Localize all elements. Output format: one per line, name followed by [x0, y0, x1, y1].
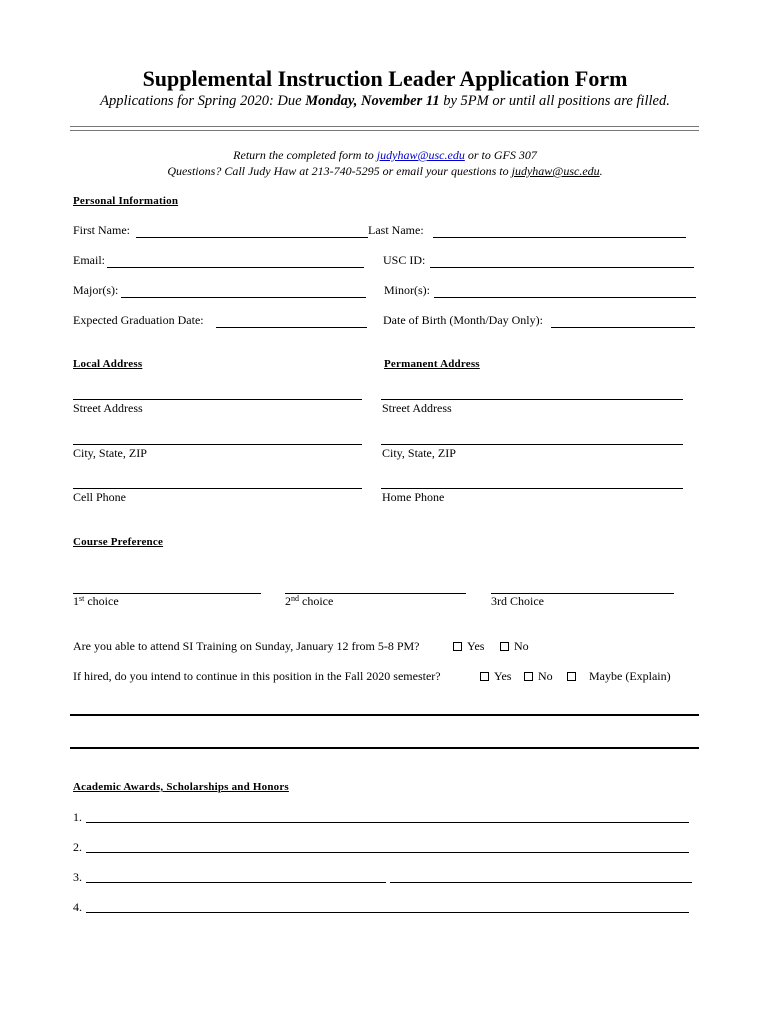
cell-phone-label: Cell Phone [73, 490, 126, 504]
divider-bottom [70, 130, 699, 131]
first-choice-label: 1st choice [73, 594, 119, 608]
award-number-4: 4. [73, 900, 82, 914]
dob-field[interactable] [551, 327, 695, 328]
continue-yes-option[interactable]: Yes [480, 669, 511, 684]
training-yes-option[interactable]: Yes [453, 639, 484, 654]
award-number-3: 3. [73, 870, 82, 884]
explain-line-2[interactable] [70, 747, 699, 749]
page-title: Supplemental Instruction Leader Application Form [142, 66, 628, 91]
local-address-heading: Local Address [73, 358, 143, 370]
return-email-link[interactable]: judyhaw@usc.edu [376, 148, 465, 162]
usc-id-label: USC ID: [383, 253, 426, 267]
permanent-address-heading: Permanent Address [384, 358, 480, 370]
second-choice-label: 2nd choice [285, 594, 334, 608]
major-field[interactable] [121, 297, 366, 298]
awards-heading: Academic Awards, Scholarships and Honors [73, 781, 289, 793]
permanent-street-label: Street Address [382, 401, 452, 415]
questions-email[interactable]: judyhaw@usc.edu [511, 164, 600, 178]
questions-instructions: Questions? Call Judy Haw at 213-740-5295 or email your questions to judyhaw@usc.edu. [167, 164, 603, 178]
usc-id-field[interactable] [430, 267, 694, 268]
subtitle: Applications for Spring 2020: Due Monday, November 11 by 5PM or until all positions are filled. [100, 93, 670, 109]
return-instructions: Return the completed form to judyhaw@usc.edu or to GFS 307 [233, 148, 537, 162]
home-phone-field[interactable] [381, 488, 683, 489]
continue-maybe-option[interactable]: Maybe (Explain) [567, 669, 671, 684]
course-preference-heading: Course Preference [73, 536, 164, 548]
grad-date-label: Expected Graduation Date: [73, 313, 204, 327]
permanent-city-label: City, State, ZIP [382, 446, 456, 460]
award-field-2[interactable] [86, 852, 689, 853]
personal-info-heading: Personal Information [73, 195, 179, 207]
checkbox-icon[interactable] [524, 672, 533, 681]
last-name-label: Last Name: [368, 223, 424, 237]
local-city-field[interactable] [73, 444, 362, 445]
local-city-label: City, State, ZIP [73, 446, 147, 460]
award-field-1[interactable] [86, 822, 689, 823]
dob-label: Date of Birth (Month/Day Only): [383, 313, 543, 327]
permanent-street-field[interactable] [381, 399, 683, 400]
permanent-city-field[interactable] [381, 444, 683, 445]
training-no-option[interactable]: No [500, 639, 529, 654]
continue-no-option[interactable]: No [524, 669, 553, 684]
cell-phone-field[interactable] [73, 488, 362, 489]
last-name-field[interactable] [433, 237, 686, 238]
checkbox-icon[interactable] [567, 672, 576, 681]
first-name-field[interactable] [136, 237, 368, 238]
local-street-field[interactable] [73, 399, 362, 400]
minor-label: Minor(s): [384, 283, 430, 297]
third-choice-label: 3rd Choice [491, 594, 544, 608]
training-question: Are you able to attend SI Training on Sunday, January 12 from 5-8 PM? [73, 639, 420, 653]
home-phone-label: Home Phone [382, 490, 445, 504]
checkbox-icon[interactable] [453, 642, 462, 651]
major-label: Major(s): [73, 283, 119, 297]
checkbox-icon[interactable] [480, 672, 489, 681]
local-street-label: Street Address [73, 401, 143, 415]
email-label: Email: [73, 253, 105, 267]
minor-field[interactable] [434, 297, 696, 298]
award-number-2: 2. [73, 840, 82, 854]
divider-top [70, 126, 699, 127]
explain-line-1[interactable] [70, 714, 699, 716]
award-field-4[interactable] [86, 912, 689, 913]
award-number-1: 1. [73, 810, 82, 824]
award-field-3b[interactable] [390, 882, 692, 883]
award-field-3a[interactable] [86, 882, 386, 883]
checkbox-icon[interactable] [500, 642, 509, 651]
grad-date-field[interactable] [216, 327, 367, 328]
first-name-label: First Name: [73, 223, 130, 237]
email-field[interactable] [107, 267, 364, 268]
continue-question: If hired, do you intend to continue in this position in the Fall 2020 semester? [73, 669, 441, 683]
